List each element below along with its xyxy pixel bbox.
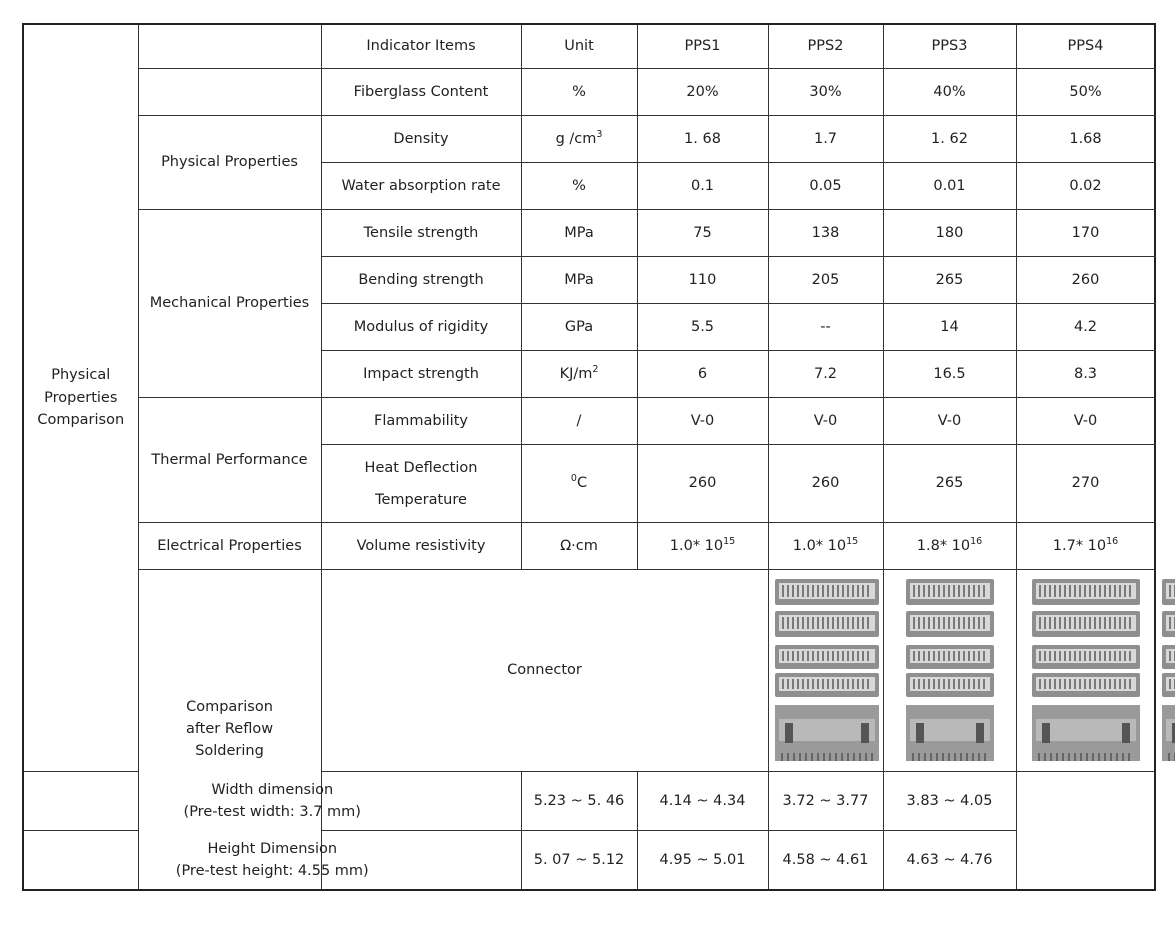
value-pps1: 6 — [637, 351, 768, 398]
section-physical-comparison: Physical Properties Comparison — [23, 24, 138, 772]
value-pps2: 205 — [768, 257, 883, 304]
value-pps2: 260 — [768, 445, 883, 523]
table-row-resistivity — [23, 523, 1155, 570]
value-pps4: 50% — [1016, 69, 1155, 116]
connector-photo — [1160, 577, 1175, 765]
value-pps1: V-0 — [637, 398, 768, 445]
header-pps1: PPS1 — [637, 24, 768, 69]
header-pps3: PPS3 — [883, 24, 1016, 69]
group-mechanical: Mechanical Properties — [138, 210, 321, 398]
row-unit: MPa — [521, 257, 637, 304]
row-label: Bending strength — [321, 257, 521, 304]
value-pps3: 265 — [883, 445, 1016, 523]
row-unit: GPa — [521, 304, 637, 351]
row-unit: $^0$C — [521, 445, 637, 523]
empty-cell — [138, 24, 321, 69]
row-label: Fiberglass Content — [321, 69, 521, 116]
row-label: Impact strength — [321, 351, 521, 398]
table-row-height — [23, 831, 1155, 890]
value-pps1: 5. 07 ~ 5.12 — [521, 831, 637, 890]
header-pps4: PPS4 — [1016, 24, 1155, 69]
value-pps4: V-0 — [1016, 398, 1155, 445]
value-pps4: 1.68 — [1016, 116, 1155, 163]
table-row-tensile — [23, 210, 1155, 257]
value-pps1: 1. 68 — [637, 116, 768, 163]
value-pps3: 4.58 ~ 4.61 — [768, 831, 883, 890]
header-pps2: PPS2 — [768, 24, 883, 69]
group-thermal: Thermal Performance — [138, 398, 321, 523]
value-pps1: 1.0* $10^{15}$ — [637, 523, 768, 570]
value-pps1: 5.23 ~ 5. 46 — [521, 772, 637, 831]
value-pps2: 7.2 — [768, 351, 883, 398]
properties-comparison-table — [22, 23, 1156, 891]
value-pps2: 1.0* $10^{15}$ — [768, 523, 883, 570]
value-pps2: 0.05 — [768, 163, 883, 210]
connector-photo — [904, 577, 996, 765]
table-row-header — [23, 24, 1155, 69]
header-unit: Unit — [521, 24, 637, 69]
table-row-density — [23, 116, 1155, 163]
section-reflow-comparison: Comparison after Reflow Soldering — [138, 570, 321, 890]
row-unit: g $/cm^3$ — [521, 116, 637, 163]
row-label: Tensile strength — [321, 210, 521, 257]
row-label: Flammability — [321, 398, 521, 445]
value-pps2: V-0 — [768, 398, 883, 445]
value-pps1: 20% — [637, 69, 768, 116]
value-pps2: 1.7 — [768, 116, 883, 163]
value-pps2: 4.95 ~ 5.01 — [637, 831, 768, 890]
row-unit: $KJ/m^2$ — [521, 351, 637, 398]
value-pps3: 14 — [883, 304, 1016, 351]
row-label: Heat Deflection Temperature — [321, 445, 521, 523]
value-pps2: 138 — [768, 210, 883, 257]
value-pps4: 4.63 ~ 4.76 — [883, 831, 1016, 890]
value-pps3: 40% — [883, 69, 1016, 116]
connector-photo-pps2 — [883, 570, 1016, 772]
table-row-fiberglass — [23, 69, 1155, 116]
value-pps1: 260 — [637, 445, 768, 523]
value-pps3: 1.8* $10^{16}$ — [883, 523, 1016, 570]
connector-photo — [773, 577, 881, 765]
value-pps4: 260 — [1016, 257, 1155, 304]
value-pps1: 0.1 — [637, 163, 768, 210]
value-pps4: 4.2 — [1016, 304, 1155, 351]
table-row-connector — [23, 570, 1155, 772]
value-pps4: 270 — [1016, 445, 1155, 523]
value-pps2: 30% — [768, 69, 883, 116]
value-pps4: 0.02 — [1016, 163, 1155, 210]
connector-photo-pps3 — [1016, 570, 1155, 772]
value-pps1: 75 — [637, 210, 768, 257]
value-pps2: 4.14 ~ 4.34 — [637, 772, 768, 831]
group-electrical: Electrical Properties — [138, 523, 321, 570]
value-pps2: -- — [768, 304, 883, 351]
value-pps3: V-0 — [883, 398, 1016, 445]
connector-photo-pps1 — [768, 570, 883, 772]
row-unit: % — [521, 163, 637, 210]
connector-label: Connector — [321, 570, 768, 772]
value-pps1: 110 — [637, 257, 768, 304]
value-pps4: 170 — [1016, 210, 1155, 257]
table-row-flammability — [23, 398, 1155, 445]
value-pps1: 5.5 — [637, 304, 768, 351]
row-label: Width dimension (Pre-test width: 3.7 mm) — [23, 772, 521, 831]
header-indicator: Indicator Items — [321, 24, 521, 69]
value-pps3: 180 — [883, 210, 1016, 257]
value-pps4: 1.7* $10^{16}$ — [1016, 523, 1155, 570]
row-label: Density — [321, 116, 521, 163]
value-pps3: 265 — [883, 257, 1016, 304]
value-pps4: 3.83 ~ 4.05 — [883, 772, 1016, 831]
row-label: Height Dimension (Pre-test height: 4.55 mm) — [23, 831, 521, 890]
row-unit: % — [521, 69, 637, 116]
value-pps3: 1. 62 — [883, 116, 1016, 163]
empty-cell — [138, 69, 321, 116]
connector-photo — [1030, 577, 1142, 765]
value-pps3: 16.5 — [883, 351, 1016, 398]
row-label: Modulus of rigidity — [321, 304, 521, 351]
value-pps3: 3.72 ~ 3.77 — [768, 772, 883, 831]
row-label: Water absorption rate — [321, 163, 521, 210]
row-unit: Ω·cm — [521, 523, 637, 570]
table-row-width — [23, 772, 1155, 831]
row-label: Volume resistivity — [321, 523, 521, 570]
value-pps3: 0.01 — [883, 163, 1016, 210]
value-pps4: 8.3 — [1016, 351, 1155, 398]
row-unit: MPa — [521, 210, 637, 257]
row-unit: / — [521, 398, 637, 445]
group-physical: Physical Properties — [138, 116, 321, 210]
